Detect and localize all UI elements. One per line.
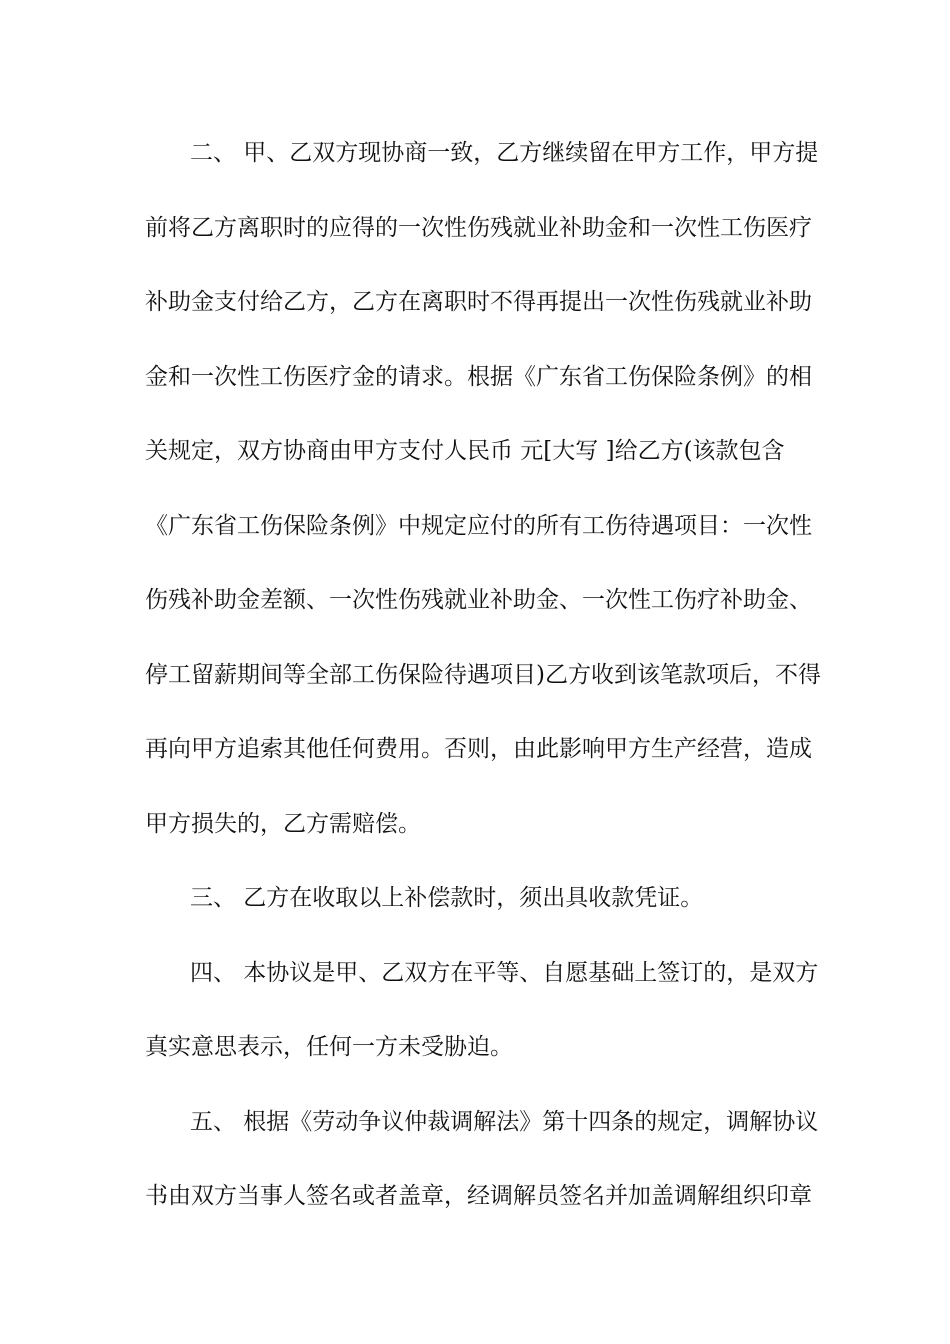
paragraph-2-line-8: 停工留薪期间等全部工伤保险待遇项目)乙方收到该笔款项后，不得 — [145, 662, 821, 688]
paragraph-5-line-2: 书由双方当事人签名或者盖章，经调解员签名并加盖调解组织印章 — [145, 1183, 812, 1209]
paragraph-2-line-10: 甲方损失的，乙方需赔偿。 — [145, 811, 421, 837]
paragraph-2-line-3: 补助金支付给乙方，乙方在离职时不得再提出一次性伤残就业补助 — [145, 289, 812, 315]
paragraph-3-line-1: 三、 乙方在收取以上补偿款时，须出具收款凭证。 — [190, 885, 704, 911]
paragraph-2-line-5: 关规定，双方协商由甲方支付人民币 元[大写 ]给乙方(该款包含 — [145, 438, 785, 464]
paragraph-2-line-4: 金和一次性工伤医疗金的请求。根据《广东省工伤保险条例》的相 — [145, 364, 812, 390]
paragraph-5-line-1: 五、 根据《劳动争议仲裁调解法》第十四条的规定，调解协议 — [190, 1109, 819, 1135]
paragraph-4-line-2: 真实意思表示，任何一方未受胁迫。 — [145, 1034, 513, 1060]
paragraph-2-line-9: 再向甲方追索其他任何费用。否则，由此影响甲方生产经营，造成 — [145, 736, 812, 762]
paragraph-4-line-1: 四、 本协议是甲、乙双方在平等、自愿基础上签订的，是双方 — [190, 960, 819, 986]
paragraph-2-line-7: 伤残补助金差额、一次性伤残就业补助金、一次性工伤疗补助金、 — [145, 587, 812, 613]
paragraph-2-line-1: 二、 甲、乙双方现协商一致，乙方继续留在甲方工作，甲方提 — [190, 140, 819, 166]
paragraph-2-line-6: 《广东省工伤保险条例》中规定应付的所有工伤待遇项目：一次性 — [145, 513, 812, 539]
paragraph-2-line-2: 前将乙方离职时的应得的一次性伤残就业补助金和一次性工伤医疗 — [145, 215, 812, 241]
